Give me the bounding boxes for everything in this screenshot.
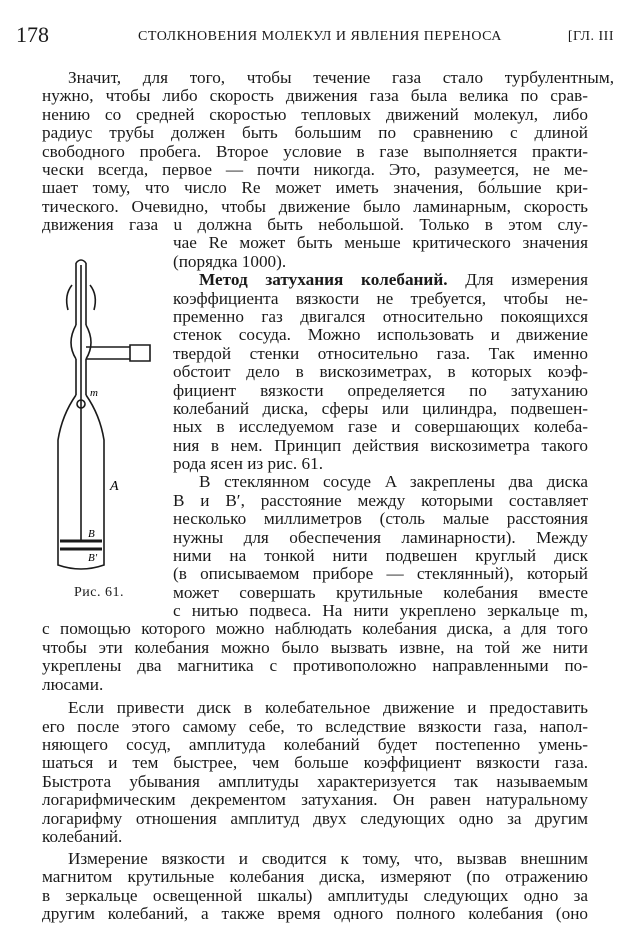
text-line: колебаний диска, сферы или цилиндра, подвешен- xyxy=(173,398,588,418)
text-line: магнитом крутильные колебания диска, измеряют (по отражению xyxy=(42,867,588,887)
viscometer-figure xyxy=(42,255,162,575)
text-line: ними на тонкой нити подвешен круглый диск xyxy=(173,545,588,565)
text-line: В стеклянном сосуде A закреплены два диска xyxy=(199,472,588,492)
text-line: нужны для обеспечения ламинарности). Между xyxy=(173,527,588,547)
text-line: нению со средней скоростью тепловых движений молекул, либо xyxy=(42,104,588,124)
text-line: логарифму отношения амплитуд двух следующих одно за другим xyxy=(42,808,588,828)
figure-caption: Рис. 61. xyxy=(74,585,124,600)
text-line: колебаний. xyxy=(42,826,123,846)
text-line: няющего сосуд, амплитуда колебаний будет постепенно умень- xyxy=(42,735,588,755)
text-line: люсами. xyxy=(42,674,104,694)
section-heading: Метод затухания колебаний. xyxy=(199,270,448,290)
text-line: ния в нем. Принцип действия вискозиметра такого xyxy=(173,435,588,455)
text-line: фициент вязкости определяется по затуханию xyxy=(173,380,588,400)
text-line: тического. Очевидно, чтобы движение было ламинарным, скорость xyxy=(42,196,588,216)
text-line: в зеркальце освещенной шкалы) амплитуды следующих одно за xyxy=(42,885,588,905)
label-b: B xyxy=(88,528,95,540)
text-line: с нитью подвеса. На нити укреплено зеркальце m, xyxy=(173,601,588,621)
side-tube xyxy=(86,347,130,359)
text-line: обстоит дело в вискозиметрах, в которых коэф- xyxy=(173,362,588,382)
text-line: Значит, для того, чтобы течение газа стало турбулентным, xyxy=(68,68,614,87)
text-line: шает тому, что число Re может иметь значения, бо́льшие кри- xyxy=(42,178,588,198)
text-line: несколько миллиметров (столь малые расстояния xyxy=(173,509,588,529)
text-line: движения газа u должна быть небольшой. Только в этом слу- xyxy=(42,215,588,235)
text-line: ных в исследуемом газе и совершающих колеба- xyxy=(173,417,588,437)
page-header xyxy=(16,22,614,52)
text-line: (в описываемом приборе — стеклянный), который xyxy=(173,564,588,584)
text-line: может совершать крутильные колебания вместе xyxy=(173,582,588,602)
text-line: шаться и тем быстрее, чем больше коэффициент вязкости газа. xyxy=(42,753,588,773)
label-a: A xyxy=(110,479,119,494)
text-line: (порядка 1000). xyxy=(173,251,287,271)
text-line: Метод затухания колебаний. Для измерения xyxy=(199,270,588,290)
text-line: чтобы эти колебания можно было вызвать извне, на той же нити xyxy=(42,637,588,657)
text-line: нужно, чтобы либо скорость движения газа была велика по срав- xyxy=(42,86,588,106)
text-line: Если привести диск в колебательное движение и предоставить xyxy=(68,698,588,718)
label-m: m xyxy=(90,387,98,399)
text-line: коэффициента вязкости не требуется, чтобы не- xyxy=(173,288,588,308)
text-line: другим колебаний, а также время одного полного колебания (оно xyxy=(42,904,588,923)
top-flask xyxy=(76,260,86,263)
label-b-prime: B' xyxy=(88,552,98,564)
side-tube-end xyxy=(130,345,150,361)
text-line: чае Re может быть меньше критического значения xyxy=(173,233,588,253)
text-line: пременно газ двигался относительно покоящихся xyxy=(173,306,588,326)
page-number: 178 xyxy=(16,22,49,47)
text-line: B и B′, расстояние между которыми составляет xyxy=(173,490,588,510)
running-title: СТОЛКНОВЕНИЯ МОЛЕКУЛ И ЯВЛЕНИЯ ПЕРЕНОСА xyxy=(138,29,502,44)
text-line: Быстрота убывания амплитуды характеризуется так называемым xyxy=(42,771,588,791)
text-line: стенок сосуда. Можно использовать и движение xyxy=(173,325,588,345)
text-line: укреплены два магнитика с противоположно направленными по- xyxy=(42,656,588,676)
text-line: радиус трубы должен быть большим по сравнению с длиной xyxy=(42,123,588,143)
chapter-marker: [ГЛ. III xyxy=(567,29,614,44)
text-line: Измерение вязкости и сводится к тому, что, вызвав внешним xyxy=(68,848,588,868)
text-line: рода ясен из рис. 61. xyxy=(173,454,324,474)
text-line: его после этого самому себе, то вследствие вязкости газа, напол- xyxy=(42,716,588,736)
text-line: с помощью которого можно наблюдать колебания диска, а для того xyxy=(42,619,588,639)
text-line: чески всегда, первое — почти никогда. Это, разумеется, не ме- xyxy=(42,159,588,179)
text-line: твердой стенки относительно газа. Так именно xyxy=(173,343,588,363)
text-line: свободного пробега. Второе условие в газе выполняется практи- xyxy=(42,141,588,161)
text-line: логарифмическим декрементом затухания. Он равен натуральному xyxy=(42,790,588,810)
